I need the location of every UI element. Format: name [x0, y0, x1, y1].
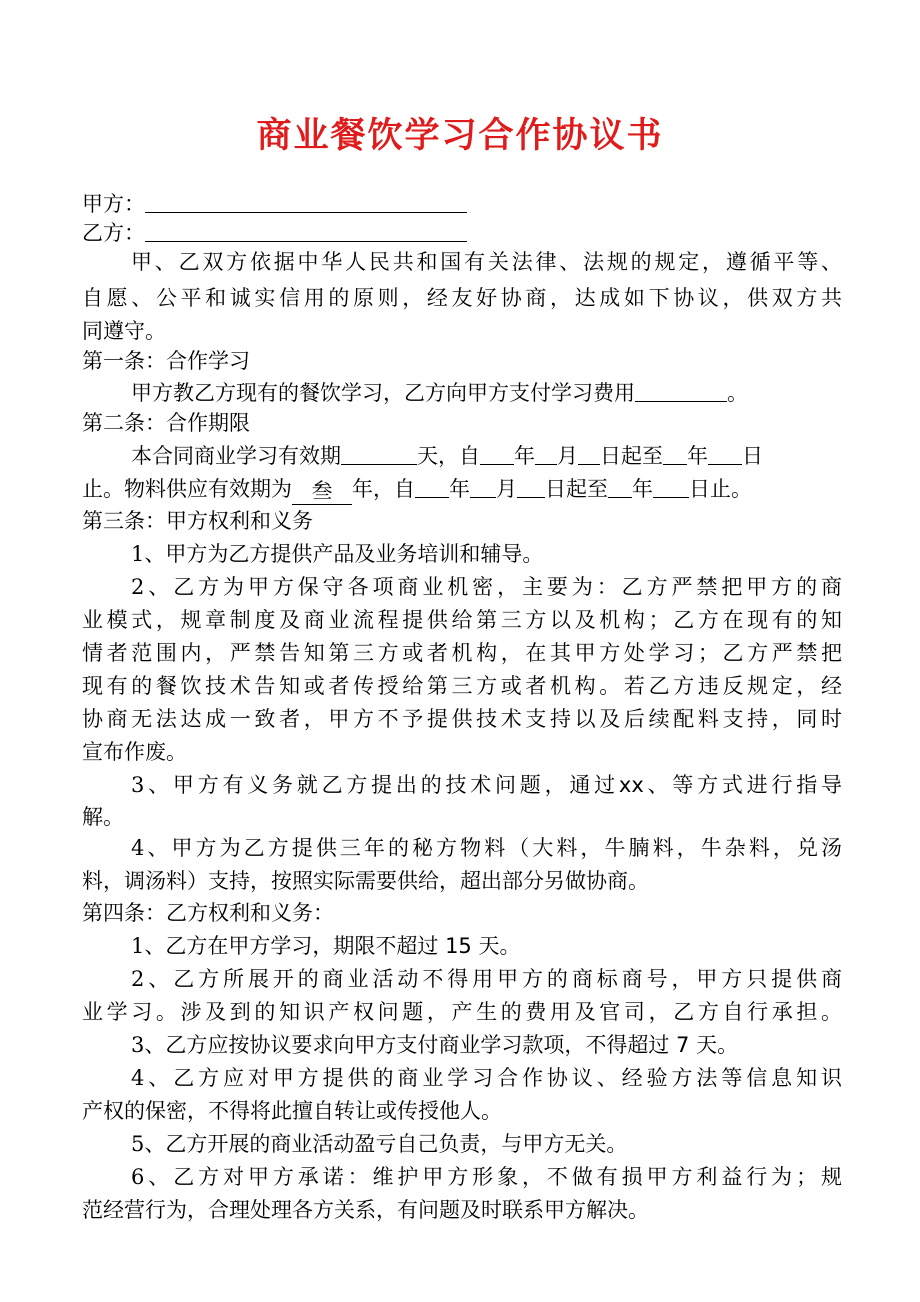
article-3-item-2-line-3: 情者范围内，严禁告知第三方或者机构，在其甲方处学习；乙方严禁把 — [82, 641, 842, 665]
article-3-heading: 第三条：甲方权利和义务 — [82, 509, 313, 533]
article-4-item-6-line-1: 6、乙方对甲方承诺：维护甲方形象，不做有损甲方利益行为；规 — [131, 1165, 842, 1189]
article-2-heading: 第二条：合作期限 — [82, 411, 250, 435]
article-2-line-1: 本合同商业学习有效期 天，自 年 月 日起至 年 日 — [82, 438, 842, 474]
article-4-item-1: 1、乙方在甲方学习，期限不超过 15 天。 — [131, 934, 521, 958]
article-4-heading: 第四条：乙方权利和义务： — [82, 901, 334, 925]
article-4-item-2-line-1: 2、乙方所展开的商业活动不得用甲方的商标商号，甲方只提供商 — [131, 967, 842, 991]
party-b-label: 乙方： — [82, 221, 145, 245]
article-4-item-4-line-1: 4、乙方应对甲方提供的商业学习合作协议、经验方法等信息知识 — [131, 1066, 842, 1090]
party-a-label: 甲方： — [82, 192, 145, 216]
document-title: 商业餐饮学习合作协议书 — [256, 116, 664, 156]
article-4-item-4-line-2: 产权的保密，不得将此擅自转让或传授他人。 — [82, 1099, 502, 1123]
supply-period-fill[interactable]: 叁 — [292, 479, 352, 505]
article-3-item-3: 3、甲方有义务就乙方提出的技术问题，通过xx、等方式进行指导 — [131, 773, 843, 797]
intro-line-2: 自愿、公平和诚实信用的原则，经友好协商，达成如下协议，供双方共 — [82, 286, 842, 310]
article-3-item-2-line-1: 2、乙方为甲方保守各项商业机密，主要为：乙方严禁把甲方的商 — [131, 575, 842, 599]
article-1-text: 甲方教乙方现有的餐饮学习，乙方向甲方支付学习费用 。 — [82, 375, 842, 411]
article-4-item-2-line-2: 业学习。涉及到的知识产权问题，产生的费用及官司，乙方自行承担。 — [82, 1000, 842, 1024]
article-3-item-2-line-2: 业模式，规章制度及商业流程提供给第三方以及机构；乙方在现有的知 — [82, 608, 842, 632]
article-2-line-2: 止。物料供应有效期为 叁 年，自 年 月 日起至 年 日止。 — [82, 471, 842, 507]
study-fee-blank[interactable] — [635, 376, 727, 402]
article-3-item-2-line-6: 宣布作废。 — [82, 740, 187, 764]
article-4-item-3: 3、乙方应按协议要求向甲方支付商业学习款项，不得超过 7 天。 — [131, 1033, 739, 1057]
article-3-item-2-line-4: 现有的餐饮技术告知或者传授给第三方或者机构。若乙方违反规定，经 — [82, 674, 842, 698]
article-3-item-3-line-2: 解。 — [82, 805, 124, 829]
article-4-item-6-line-2: 范经营行为，合理处理各方关系，有问题及时联系甲方解决。 — [82, 1198, 649, 1222]
intro-line-1: 甲、乙双方依据中华人民共和国有关法律、法规的规定，遵循平等、 — [131, 250, 842, 274]
article-1-heading: 第一条：合作学习 — [82, 349, 250, 373]
party-a-blank[interactable] — [145, 187, 467, 213]
intro-line-3: 同遵守。 — [82, 319, 166, 343]
article-3-item-1: 1、甲方为乙方提供产品及业务培训和辅导。 — [131, 542, 544, 566]
party-b-blank[interactable] — [145, 216, 467, 242]
article-3-item-4-line-2: 料，调汤料）支持，按照实际需要供给，超出部分另做协商。 — [82, 869, 649, 893]
article-3-item-2-line-5: 协商无法达成一致者，甲方不予提供技术支持以及后续配料支持，同时 — [82, 707, 842, 731]
article-3-item-4-line-1: 4、甲方为乙方提供三年的秘方物料（大料，牛腩料，牛杂料，兑汤 — [131, 836, 842, 860]
article-4-item-5: 5、乙方开展的商业活动盈亏自己负责，与甲方无关。 — [131, 1132, 628, 1156]
